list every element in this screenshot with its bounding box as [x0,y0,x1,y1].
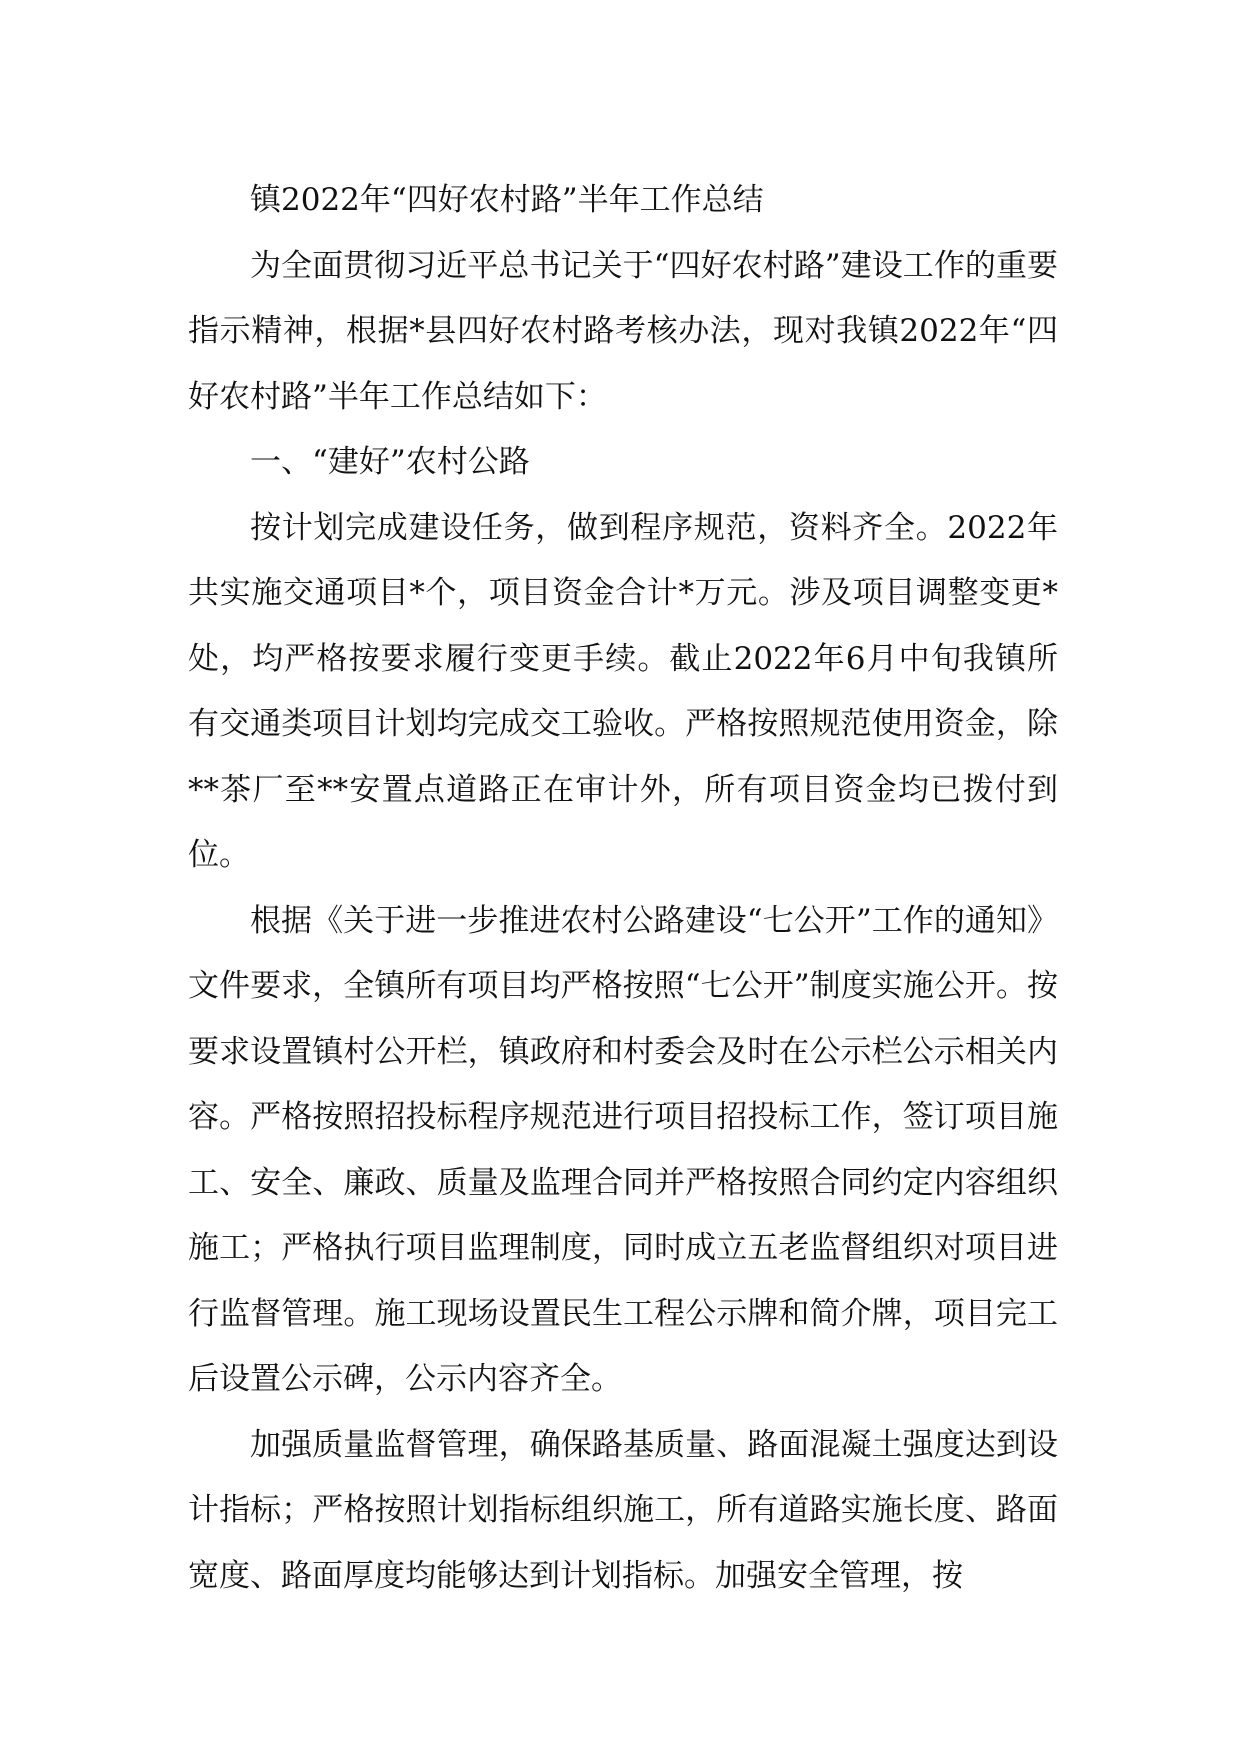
body-paragraph: 根据《关于进一步推进农村公路建设“七公开”工作的通知》文件要求，全镇所有项目均严格按照“七公开”制度实施公开。按要求设置镇村公开栏，镇政府和村委会及时在公示栏公示相关内容。严格按照招投标程序规范进行项目招投标工作，签订项目施工、安全、廉政、质量及监理合同并严格按照合同约定内容组织施工；严格执行项目监理制度，同时成立五老监督组织对项目进行监督管理。施工现场设置民生工程公示牌和简介牌，项目完工后设置公示碑，公示内容齐全。 [188,902,1058,1397]
section-heading: 一、“建好”农村公路 [250,444,530,480]
body-paragraph: 加强质量监督管理，确保路基质量、路面混凝土强度达到设计指标；严格按照计划指标组织施工，所有道路实施长度、路面宽度、路面厚度均能够达到计划指标。加强安全管理，按 [188,1426,1058,1594]
document-body [188,168,1058,1609]
document-title: 镇2022年“四好农村路”半年工作总结 [250,182,764,218]
intro-paragraph: 为全面贯彻习近平总书记关于“四好农村路”建设工作的重要指示精神，根据*县四好农村路考核办法，现对我镇2022年“四好农村路”半年工作总结如下： [188,247,1058,415]
body-paragraph: 按计划完成建设任务，做到程序规范，资料齐全。2022年共实施交通项目*个，项目资金合计*万元。涉及项目调整变更*处，均严格按要求履行变更手续。截止2022年6月中旬我镇所有交通类项目计划均完成交工验收。严格按照规范使用资金，除**茶厂至**安置点道路正在审计外，所有项目资金均已拨付到位。 [188,509,1058,873]
